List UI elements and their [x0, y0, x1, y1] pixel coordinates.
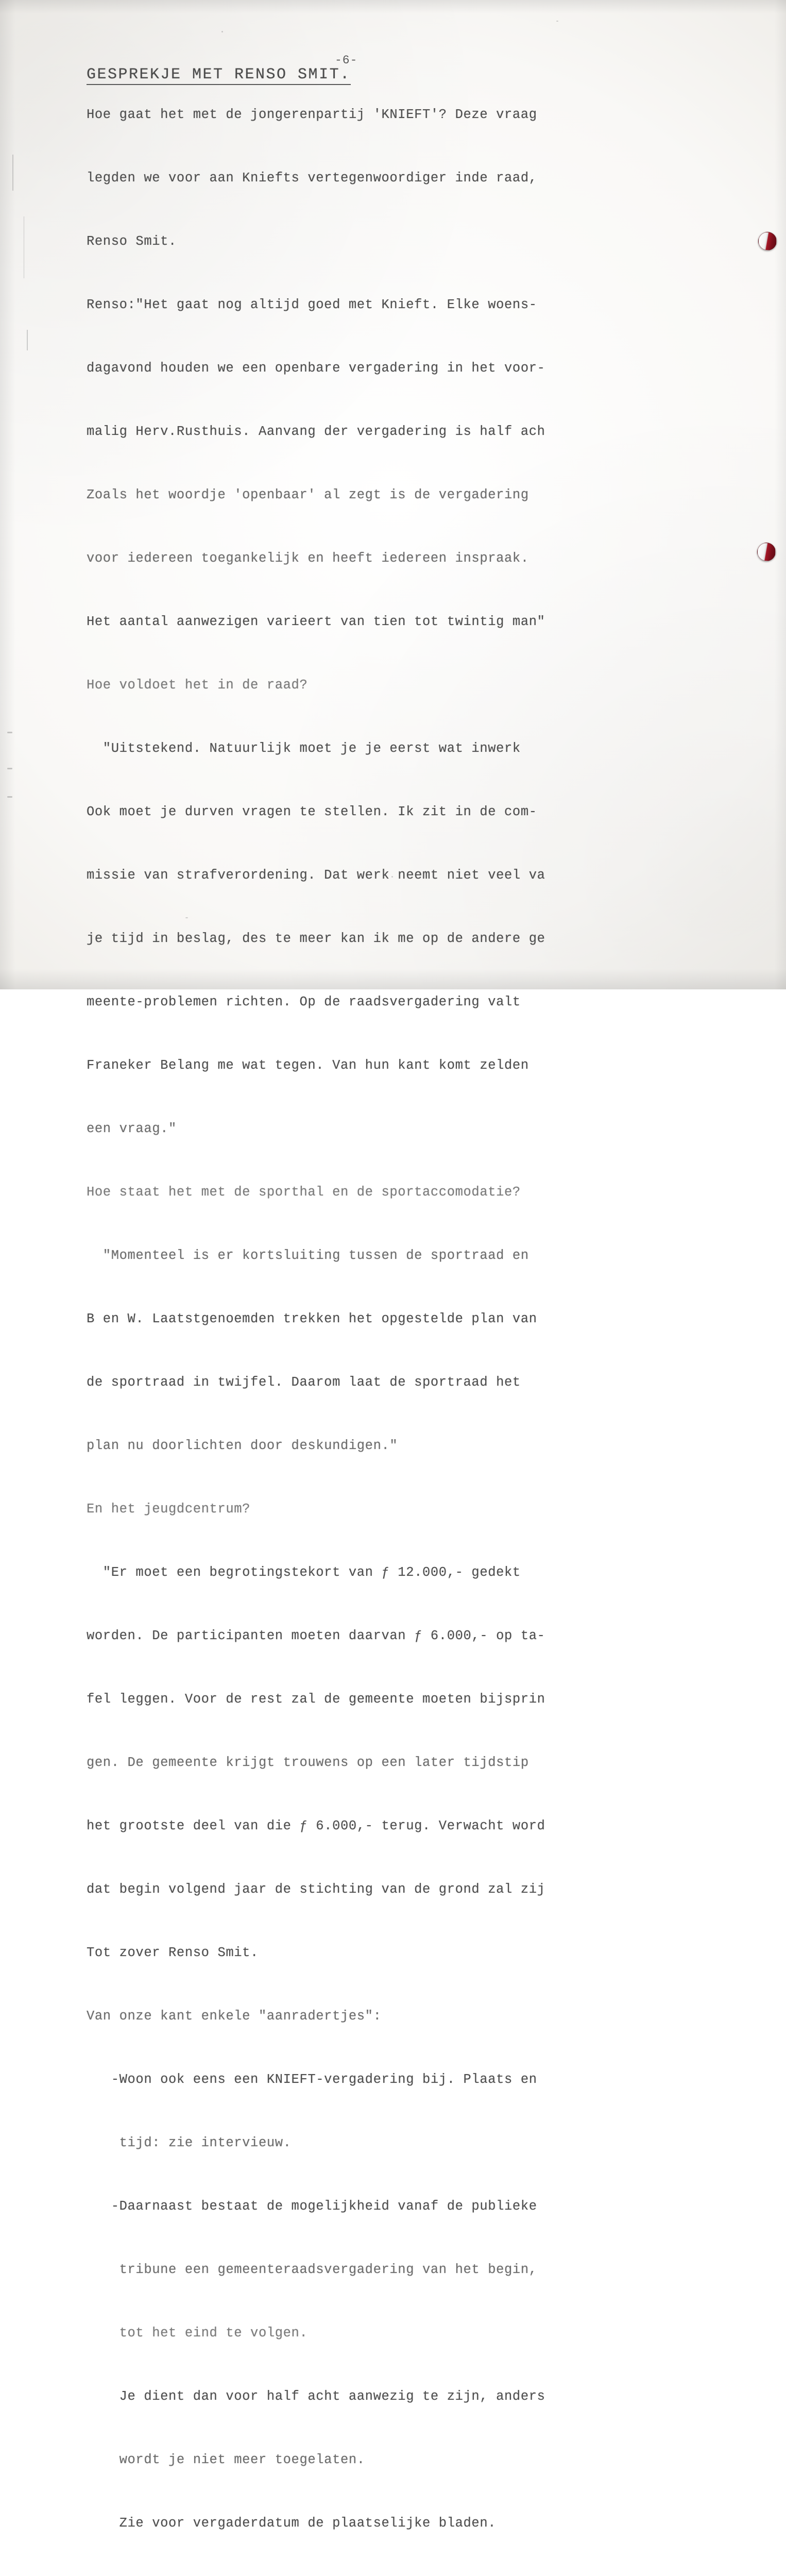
body-line: het grootste deel van die ƒ 6.000,- terug. Verwacht word	[87, 1819, 545, 1833]
paper-pin-icon	[758, 232, 777, 250]
body-line: missie van strafverordening. Dat werk neemt niet veel va	[87, 868, 545, 883]
body-line: de sportraad in twijfel. Daarom laat de sportraad het	[87, 1375, 521, 1390]
body-line: Franeker Belang me wat tegen. Van hun kant komt zelden	[87, 1058, 529, 1073]
body-line: dat begin volgend jaar de stichting van de grond zal zij	[87, 1882, 545, 1897]
body-line: Hoe gaat het met de jongerenpartij 'KNIEFT'? Deze vraag	[87, 107, 537, 122]
body-line: Zoals het woordje 'openbaar' al zegt is de vergadering	[87, 487, 529, 502]
document-body	[87, 62, 730, 2576]
body-line: voor iedereen toegankelijk en heeft iedereen inspraak.	[87, 551, 529, 566]
body-line: je tijd in beslag, des te meer kan ik me op de andere ge	[87, 931, 545, 946]
body-line: B en W. Laatstgenoemden trekken het opgestelde plan van	[87, 1311, 537, 1326]
body-line: "Uitstekend. Natuurlijk moet je je eerst wat inwerk	[87, 741, 521, 756]
paper-pin-icon	[757, 543, 776, 561]
scan-edge-left	[0, 0, 15, 989]
body-line: "Er moet een begrotingstekort van ƒ 12.000,- gedekt	[87, 1565, 521, 1580]
paper-crease	[27, 330, 28, 350]
margin-mark	[7, 768, 12, 769]
body-line: wordt je niet meer toegelaten.	[87, 2452, 365, 2467]
body-line: Het aantal aanwezigen varieert van tien tot twintig man"	[87, 614, 545, 629]
body-line: Renso Smit.	[87, 234, 177, 249]
body-line: Je dient dan voor half acht aanwezig te zijn, anders	[87, 2389, 545, 2404]
body-line: tijd: zie intervieuw.	[87, 2135, 292, 2150]
page-number: -6-	[335, 54, 358, 67]
body-line: meente-problemen richten. Op de raadsvergadering valt	[87, 995, 521, 1009]
body-line: legden we voor aan Kniefts vertegenwoordiger inde raad,	[87, 171, 537, 186]
scan-edge-top	[0, 0, 786, 13]
body-line: -Daarnaast bestaat de mogelijkheid vanaf de publieke	[87, 2199, 537, 2214]
body-line: Hoe voldoet het in de raad?	[87, 678, 308, 693]
body-line: Renso:"Het gaat nog altijd goed met Knieft. Elke woens-	[87, 297, 537, 312]
body-line: Ook moet je durven vragen te stellen. Ik zit in de com-	[87, 804, 537, 819]
body-line: En het jeugdcentrum?	[87, 1502, 251, 1517]
body-line: -Woon ook eens een KNIEFT-vergadering bij. Plaats en	[87, 2072, 537, 2087]
body-line: een vraag."	[87, 1121, 177, 1136]
body-line: tribune een gemeenteraadsvergadering van het begin,	[87, 2262, 537, 2277]
body-line: tot het eind te volgen.	[87, 2326, 308, 2341]
body-line: plan nu doorlichten door deskundigen."	[87, 1438, 398, 1453]
body-line: Zie voor vergaderdatum de plaatselijke bladen.	[87, 2516, 497, 2531]
body-line: "Momenteel is er kortsluiting tussen de sportraad en	[87, 1248, 529, 1263]
body-line: Tot zover Renso Smit.	[87, 1945, 259, 1960]
body-line: Hoe staat het met de sporthal en de sportaccomodatie?	[87, 1185, 521, 1200]
page-title: GESPREKJE MET RENSO SMIT.	[87, 66, 351, 85]
margin-mark	[7, 732, 12, 733]
paper-crease	[12, 155, 13, 191]
body-line: dagavond houden we een openbare vergadering in het voor-	[87, 361, 545, 376]
body-line: malig Herv.Rusthuis. Aanvang der vergadering is half ach	[87, 424, 545, 439]
dust-speck	[556, 21, 558, 22]
body-line: gen. De gemeente krijgt trouwens op een later tijdstip	[87, 1755, 529, 1770]
body-line: Van onze kant enkele "aanradertjes":	[87, 2009, 382, 2024]
body-line: fel leggen. Voor de rest zal de gemeente moeten bijsprin	[87, 1692, 545, 1707]
dust-speck	[221, 31, 223, 32]
body-line: worden. De participanten moeten daarvan ƒ 6.000,- op ta-	[87, 1628, 545, 1643]
scan-edge-right	[775, 0, 786, 989]
margin-mark	[7, 796, 12, 798]
